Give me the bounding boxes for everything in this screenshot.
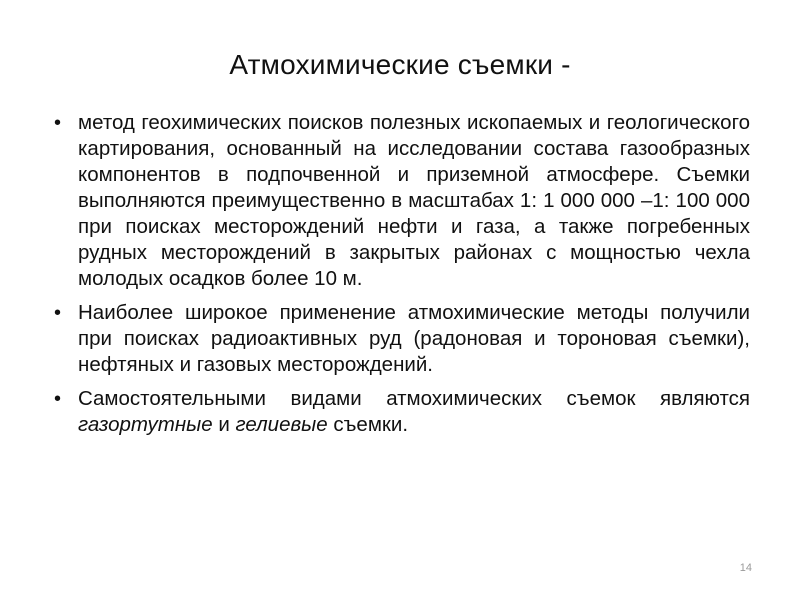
bullet-item-2	[50, 300, 750, 378]
bullet-dot-icon: •	[54, 112, 62, 134]
bullet-italic-term-1: газортутные	[78, 413, 213, 436]
page-number: 14	[739, 562, 752, 574]
bullet-text: метод геохимических поисков полезных ископаемых и геологического картирования, основанный на исследовании состава газообразных компонентов в подпочвенной и приземной атмосфере. Съемки выполняются преимущественно в масштабах 1: 1 000 000 –1: 100 000 при поисках месторождений нефти и газа, а также погребенных рудных месторождений в закрытых районах с мощностью чехла молодых осадков более 10 м.	[78, 111, 750, 290]
bullet-text-middle: и	[212, 413, 236, 436]
bullet-item-3	[50, 386, 750, 438]
bullet-text: Наиболее широкое применение атмохимические методы получили при поисках радиоактивных руд (радоновая и тороновая съемки), нефтяных и газовых месторождений.	[78, 301, 750, 376]
slide-title: Атмохимические съемки -	[229, 49, 571, 80]
bullet-italic-term-2: гелиевые	[235, 413, 328, 436]
bullet-dot-icon: •	[54, 388, 62, 410]
bullet-list	[50, 110, 750, 446]
bullet-item-1	[50, 110, 750, 292]
bullet-dot-icon: •	[54, 302, 62, 324]
bullet-text-end: съемки.	[327, 413, 409, 436]
bullet-text-start: Самостоятельными видами атмохимических съемок являются	[78, 387, 750, 410]
